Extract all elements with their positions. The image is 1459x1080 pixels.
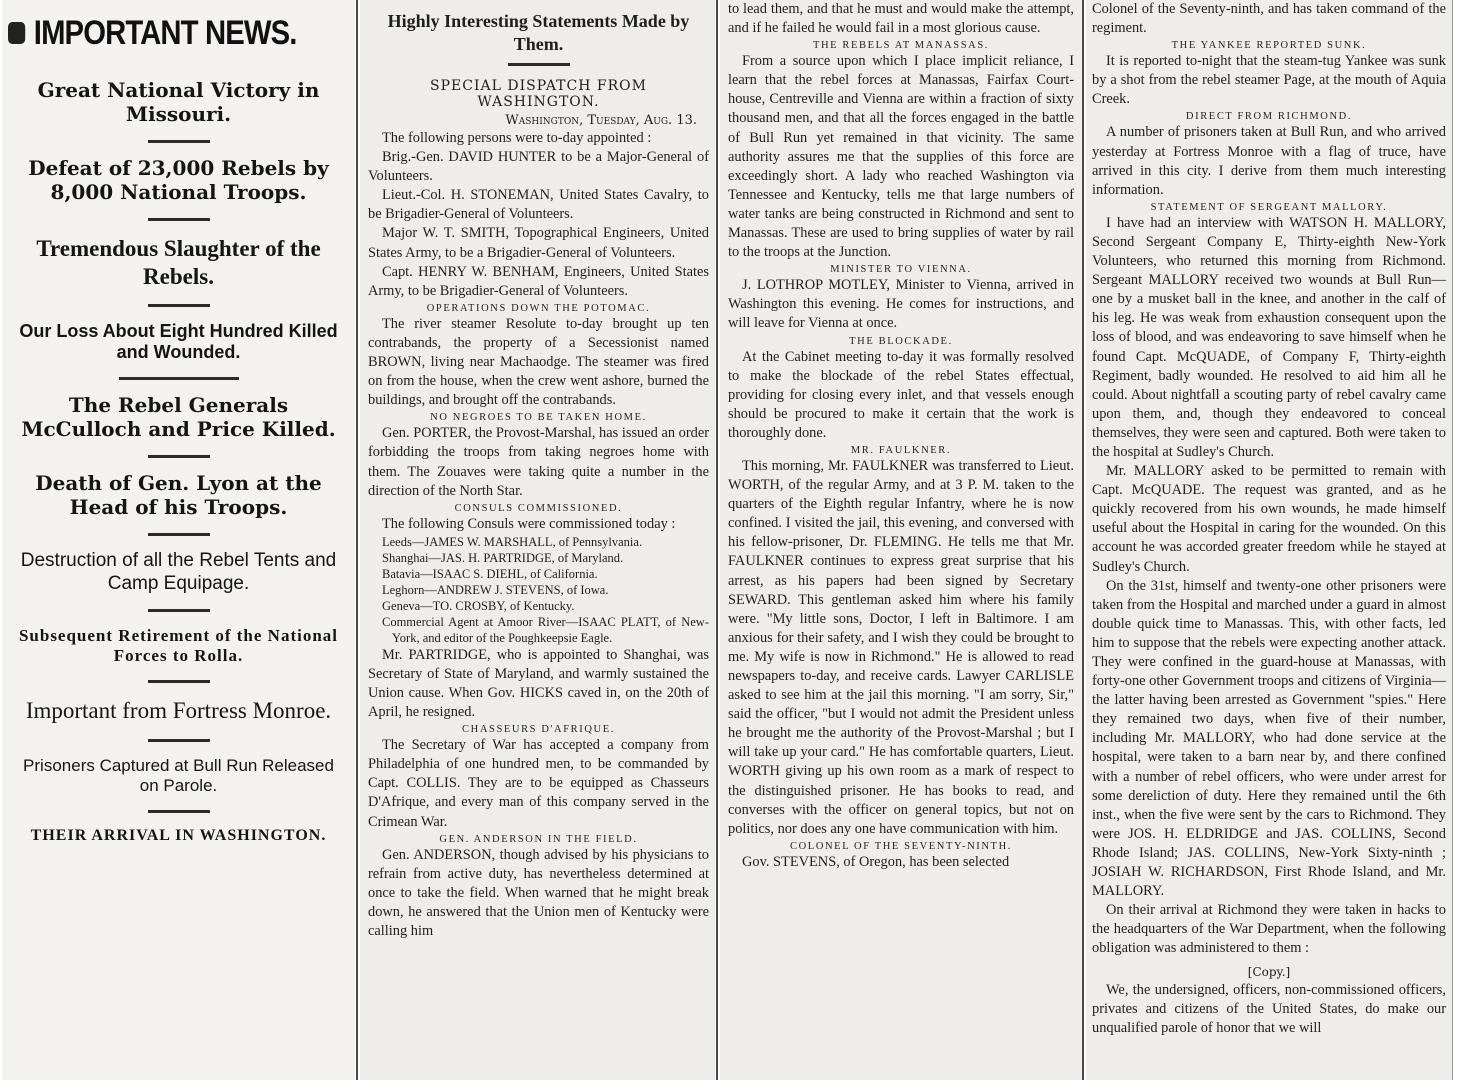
column-rule [356,0,358,1080]
article-column-4 [1086,0,1452,1080]
column-rule [1082,0,1084,1080]
paragraph: Brig.-Gen. DAVID HUNTER to be a Major-General of Volunteers. [368,149,709,185]
dateline: Washington, Tuesday, Aug. 13. [505,113,697,128]
paragraph: Gen. ANDERSON, though advised by his physicians to refrain from active duty, has nevertheless determined at once to take the field. When warned that he might break down, he answered that the Union men of Kentucky were calling him [368,846,709,939]
divider [148,140,210,143]
paragraph: A number of prisoners taken at Bull Run, and who arrived yesterday at Fortress Monroe with a flag of truce, have arrived in this city. I derive from them much interesting information. [1092,124,1446,198]
paragraph: Colonel of the Seventy-ninth, and has taken command of the regiment. [1092,1,1446,37]
divider [148,609,210,612]
column-rule [716,0,718,1080]
divider [148,739,210,742]
main-headline-text: IMPORTANT NEWS. [33,14,297,52]
paragraph: At the Cabinet meeting to-day it was formally resolved to make the blockade of the rebel States effectual, providing for closing every inlet, and that vessels enough should be procured to make it certain that the work is thoroughly done. [728,348,1074,441]
list-item: Batavia—ISAAC S. DIEHL, of California. [382,566,598,581]
paragraph: On the 31st, himself and twenty-one other prisoners were taken from the Hospital and marched under a guard in almost double quick time to Manassas. This, with other facts, led him to suppose that the rebels were expecting another attack. They were confined in the guard-house at Manassas, with forty-one other Government troops and citizens of Virginia—the latter having been arrested as Government "spies." Here they remained two days, when five of their number, including Mr. MALLORY, who had done service at the hospital, were taken to a barn near by, and there confined with a number of rebel officers, who were under arrest for some dereliction of duty. Here they remained until the 6th inst., when the five were sent by the cars to Richmond. They were JOS. H. ELDRIDGE and JAS. COLLINS, Second Rhode Island; JAS. COLLINS, New-York Sixty-ninth ; JOSIAH W. RICHARDSON, First Rhode Island, and Mr. MALLORY. [1092,577,1446,900]
deck-1: Great National Victory in Missouri. [37,78,320,126]
deck-2: Defeat of 23,000 Rebels by 8,000 National Troops. [28,156,329,204]
divider [508,63,570,66]
paragraph: Mr. MALLORY asked to be permitted to remain with Capt. McQUADE. The request was granted, and as he quickly recovered from his own wounds, he made himself useful about the Hospital in caring for the wounded. On this account he was accorded greater freedom while he stayed at Sudley's Church. [1092,463,1446,575]
paragraph: Mr. PARTRIDGE, who is appointed to Shanghai, was Secretary of State of Maryland, and warmly sustained the Union cause. When Gov. HICKS caved in, on the 20th of April, he resigned. [368,646,709,721]
paragraph: Capt. HENRY W. BENHAM, Engineers, United States Army, to be Brigadier-General of Volunteers. [368,263,709,299]
paragraph: From a source upon which I place implicit reliance, I learn that the rebel forces at Manassas, Fairfax Court-house, Centreville and Vienna are within a fraction of sixty thousand men, and that all the forces engaged in the battle of Bull Run yet remained in that vicinity. The same authority assures me that the supplies of this force are exceedingly short. A lady who reached Washington via Tennessee and Kentucky, tells me that large numbers of water tanks are being constructed in Richmond and sent to Manassas. These are used to bring supplies of water by rail to the troops at the Junction. [728,53,1074,261]
deck-9: Important from Fortress Monroe. [25,698,332,724]
paragraph: J. LOTHROP MOTLEY, Minister to Vienna, arrived in Washington this evening. He comes for instructions, and will leave for Vienna at once. [728,277,1074,332]
copy-label: [Copy.] [1247,964,1291,979]
article-column-2 [360,0,715,1080]
paragraph: On their arrival at Richmond they were taken in hacks to the headquarters of the War Department, when the following obligation was administered to them : [1092,902,1446,957]
divider [148,455,210,458]
list-item: Shanghai—JAS. H. PARTRIDGE, of Maryland. [382,550,624,565]
paragraph: I have had an interview with WATSON H. MALLORY, Second Sergeant Company E, Thirty-eighth New-York Volunteers, who returned this morning from Richmond. Sergeant MALLORY received two wounds at Bull Run—one by a musket ball in the knee, and another in the calf of his leg. He was weak from exhaustion consequent upon the loss of blood, and was endeavoring to save himself when he found Capt. McQUADE, of Company F, Thirty-eighth Regiment, badly wounded. He resolved to aid him all he could. About nightfall a scouting party of rebel cavalry came upon them, and, though they endeavored to conceal themselves, they were seen and captured. Both were taken to the hospital at Sudley's Church. [1092,214,1446,460]
divider [148,810,210,813]
list-item: Commercial Agent at Amoor River—ISAAC PLATT, of New-York, and editor of the Poughkeepsie Eagle. [382,614,709,645]
divider [148,304,210,307]
subhead: THE YANKEE REPORTED SUNK. [1171,40,1367,52]
subhead: DIRECT FROM RICHMOND. [1185,111,1353,123]
deck-11: THEIR ARRIVAL IN WASHINGTON. [30,826,327,844]
paragraph: The Secretary of War has accepted a company from Philadelphia of one hundred men, to be commanded by Capt. COLLIS. They are to be equipped as Chasseurs D'Afrique, and every man of this company served in the Crimean War. [368,737,709,830]
deck-6: Death of Gen. Lyon at the Head of his Troops. [35,471,322,519]
paragraph: Gen. PORTER, the Provost-Marshal, has issued an order forbidding the troops from taking negroes home with them. The Zouaves were taking quite a number in the direction of the North Star. [368,425,709,499]
deck-5: The Rebel Generals McCulloch and Price Killed. [21,393,336,441]
bullet-icon [8,22,25,44]
divider [119,377,239,380]
list-item: Geneva—TO. CROSBY, of Kentucky. [382,598,575,613]
paragraph: The following Consuls were commissioned today : [382,515,676,532]
subhead: NO NEGROES TO BE TAKEN HOME. [430,412,647,424]
subhead: GEN. ANDERSON IN THE FIELD. [439,833,638,845]
headline-column [2,0,355,1080]
consul-list [382,534,709,646]
list-item: Leeds—JAMES W. MARSHALL, of Pennsylvania. [382,534,643,549]
paragraph: This morning, Mr. FAULKNER was transferred to Lieut. WORTH, of the regular Army, and at 3 P. M. taken to the quarters of the Eighth regular Infantry, where he is now confined. I visited the jail, this evening, and conversed with his fellow-prisoner, Dr. FLEMING. He tells me that Mr. FAULKNER continues to express great surprise that his arrest, as his papers had been signed by Secretary SEWARD. This gentleman asked him where his family were. "My little sons, Doctor, I left in Baltimore. I am anxious for their safety, and I wish they could be brought to me. My wife is now in Richmond." He is allowed to read newspapers to-day, and receive cards. Lawyer CARLISLE asked to see him at the jail this morning. "I am sorry, Sir," said the officer, "but I would not admit the President unless he brought me the authority of the Provost-Marshal ; but I will take up your card." He has comfortable quarters, Lieut. WORTH giving up his own room as a mark of respect to the distinguished prisoner. He has books to read, and converses with the officer on general topics, but not on politics, nor does any one have communication with him. [728,457,1074,837]
subhead: MR. FAULKNER. [850,444,952,456]
paragraph: Lieut.-Col. H. STONEMAN, United States Cavalry, to be Brigadier-General of Volunteers. [368,187,709,223]
divider [148,533,210,536]
page-edge [1452,0,1453,1080]
paragraph: Gov. STEVENS, of Oregon, has been selected [742,853,1010,870]
paragraph: to lead them, and that he must and would make the attempt, and if he failed he would fail in a most glorious cause. [728,1,1074,37]
paragraph: We, the undersigned, officers, non-commissioned officers, privates and citizens of the United States, do make our unqualified parole of honor that we will [1092,981,1446,1036]
lead-headline: Highly Interesting Statements Made by Them. [387,11,690,54]
subhead: THE REBELS AT MANASSAS. [812,40,990,52]
subhead: THE BLOCKADE. [849,335,953,347]
paragraph: The river steamer Resolute to-day brought up ten contrabands, the property of a Secessionist named BROWN, living near Machaodge. The steamer was fired on from the house, when the crew went ashore, burned the buildings, and brought off the contrabands. [368,315,709,409]
subhead: CHASSEURS D'AFRIQUE. [462,724,615,736]
main-headline [8,14,301,53]
divider [148,680,210,683]
paragraph: It is reported to-night that the steam-tug Yankee was sunk by a shot from the rebel steamer Page, at the mouth of Aquia Creek. [1092,53,1446,108]
deck-10: Prisoners Captured at Bull Run Released on Parole. [23,755,334,795]
subhead: OPERATIONS DOWN THE POTOMAC. [426,302,651,314]
subhead: COLONEL OF THE SEVENTY-NINTH. [790,840,1012,852]
dispatch-heading: SPECIAL DISPATCH FROM WASHINGTON. [430,78,647,110]
divider [148,218,210,221]
subhead: STATEMENT OF SERGEANT MALLORY. [1150,201,1388,213]
deck-4: Our Loss About Eight Hundred Killed and Wounded. [19,320,338,362]
deck-3: Tremendous Slaughter of the Rebels. [36,236,321,289]
list-item: Leghorn—ANDREW J. STEVENS, of Iowa. [382,582,609,597]
subhead: MINISTER TO VIENNA. [830,264,972,276]
deck-7: Destruction of all the Rebel Tents and Camp Equipage. [20,550,337,594]
article-column-3 [720,0,1082,1080]
paragraph: Major W. T. SMITH, Topographical Engineers, United States Army, to be a Brigadier-General of Volunteers. [368,225,709,261]
deck-8: Subsequent Retirement of the National Forces to Rolla. [18,626,339,666]
subhead: CONSULS COMMISSIONED. [454,502,623,514]
paragraph: The following persons were to-day appointed : [382,130,652,146]
